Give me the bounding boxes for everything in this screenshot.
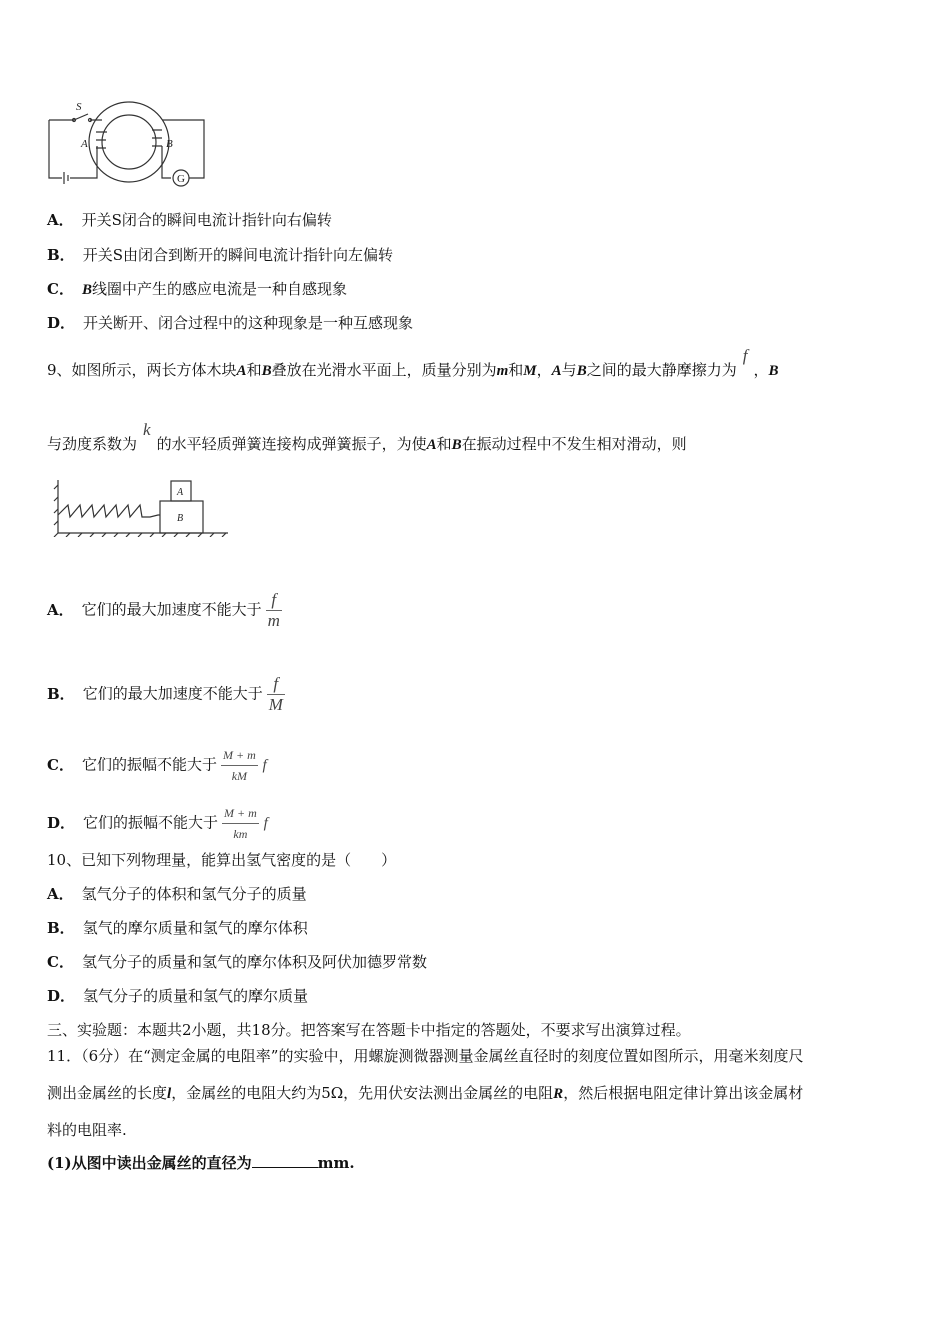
q11-line1: 11．（6分）在“测定金属的电阻率”的实验中，用螺旋测微器测量金属丝直径时的刻度位置如图所示，用毫米刻度尺 xyxy=(47,1047,804,1065)
q9-stem-line1 xyxy=(47,346,779,381)
variable: R xyxy=(553,1086,564,1102)
q11-part1 xyxy=(47,1153,355,1173)
text: 9、如图所示，两长方体木块 xyxy=(47,361,237,379)
q10-option-d xyxy=(47,986,308,1006)
denominator: kM xyxy=(231,769,248,783)
option-label: D． xyxy=(47,987,76,1005)
coil-b-label: B xyxy=(166,138,173,150)
denominator: m xyxy=(267,611,280,630)
variable: B xyxy=(81,282,92,298)
variable: l xyxy=(167,1086,172,1102)
variable: A xyxy=(551,363,562,379)
variable: A xyxy=(426,437,437,453)
option-text: 它们的最大加速度不能大于 xyxy=(81,600,262,619)
text: (1)从图中读出金属丝的直径为 xyxy=(47,1154,252,1172)
galvanometer-label: G xyxy=(177,173,185,185)
text: 在振动过程中不发生相对滑动，则 xyxy=(461,435,687,453)
denominator: km xyxy=(233,827,248,841)
option-text: 开关S闭合的瞬间电流计指针向右偏转 xyxy=(81,211,332,229)
q11-line3: 料的电阻率. xyxy=(47,1121,127,1139)
option-text: 开关断开、闭合过程中的这种现象是一种互感现象 xyxy=(83,314,414,332)
text: ， xyxy=(536,361,552,379)
option-label: A． xyxy=(47,600,74,619)
variable: B xyxy=(261,363,272,379)
variable: A xyxy=(236,363,247,379)
switch-label: S xyxy=(76,101,82,113)
numerator: f xyxy=(267,674,285,695)
variable: B xyxy=(768,363,779,379)
option-label: D． xyxy=(47,314,76,332)
q10-option-c xyxy=(47,952,427,972)
q10-stem: 10、已知下列物理量，能算出氢气密度的是（ ） xyxy=(47,851,397,869)
option-label: B． xyxy=(47,684,75,703)
text: 之间的最大静摩擦力为 xyxy=(586,361,737,379)
option-text: 氢气分子的体积和氢气分子的质量 xyxy=(81,885,307,903)
section-3-heading: 三、实验题：本题共2小题，共18分。把答案写在答题卡中指定的答题处，不要求写出演算过程。 xyxy=(47,1021,691,1039)
q8-option-a xyxy=(47,210,332,230)
q10-option-b xyxy=(47,918,308,938)
variable-f: f xyxy=(262,757,267,774)
option-text: 开关S由闭合到断开的瞬间电流计指针向左偏转 xyxy=(82,246,393,264)
text: ，然后根据电阻定律计算出该金属材 xyxy=(563,1084,804,1102)
variable: m xyxy=(496,363,509,379)
option-text: 它们的最大加速度不能大于 xyxy=(82,684,263,703)
q8-option-d xyxy=(47,313,413,333)
q9-stem-line2 xyxy=(47,420,687,455)
q9-option-b xyxy=(47,674,285,715)
numerator: f xyxy=(266,590,282,611)
text: 和 xyxy=(436,435,452,453)
block-b-label: B xyxy=(177,513,184,524)
fraction xyxy=(221,745,258,786)
text: 叠放在光滑水平面上，质量分别为 xyxy=(271,361,497,379)
fraction xyxy=(222,803,259,844)
q8-option-c xyxy=(47,279,347,300)
text: 和 xyxy=(246,361,262,379)
fraction xyxy=(267,674,285,715)
numerator: M + m xyxy=(222,803,259,824)
text: 的水平轻质弹簧连接构成弹簧振子，为使 xyxy=(156,435,427,453)
option-text: 氢气分子的质量和氢气的摩尔体积及阿伏加德罗常数 xyxy=(81,953,427,971)
option-text: 它们的振幅不能大于 xyxy=(81,755,217,774)
option-label: C． xyxy=(47,280,74,298)
option-label: C． xyxy=(47,953,74,971)
variable: B xyxy=(451,437,462,453)
text: ，金属丝的电阻大约为5Ω，先用伏安法测出金属丝的电阻 xyxy=(171,1084,554,1102)
block-a-label: A xyxy=(177,487,184,498)
option-label: A． xyxy=(47,211,74,229)
circuit-figure xyxy=(44,96,214,188)
option-label: C． xyxy=(47,755,74,774)
q9-option-c xyxy=(47,745,267,786)
answer-blank[interactable] xyxy=(252,1153,318,1168)
denominator: M xyxy=(268,695,283,714)
q9-option-a xyxy=(47,590,282,631)
text: 与 xyxy=(561,361,577,379)
q8-option-b xyxy=(47,245,393,265)
option-label: B． xyxy=(47,919,75,937)
q11-line2 xyxy=(47,1083,803,1104)
option-label: A． xyxy=(47,885,74,903)
numerator: M + m xyxy=(221,745,258,766)
text: 测出金属丝的长度 xyxy=(47,1084,168,1102)
option-text: 氢气的摩尔质量和氢气的摩尔体积 xyxy=(82,919,308,937)
option-label: D． xyxy=(47,813,76,832)
text: mm. xyxy=(317,1154,355,1172)
q10-option-a xyxy=(47,884,307,904)
text: 与劲度系数为 xyxy=(47,435,138,453)
variable-k: k xyxy=(143,420,151,439)
option-text: 线圈中产生的感应电流是一种自感现象 xyxy=(91,280,347,298)
text: ， xyxy=(753,361,769,379)
q9-option-d xyxy=(47,803,268,844)
spring-block-figure xyxy=(50,475,230,537)
variable-f: f xyxy=(742,346,748,365)
option-label: B． xyxy=(47,246,75,264)
variable: M xyxy=(523,363,537,379)
fraction xyxy=(266,590,282,631)
option-text: 氢气分子的质量和氢气的摩尔质量 xyxy=(83,987,309,1005)
variable: B xyxy=(576,363,587,379)
option-text: 它们的振幅不能大于 xyxy=(83,813,219,832)
variable-f: f xyxy=(263,815,268,832)
text: 和 xyxy=(508,361,524,379)
coil-a-label: A xyxy=(81,138,88,150)
